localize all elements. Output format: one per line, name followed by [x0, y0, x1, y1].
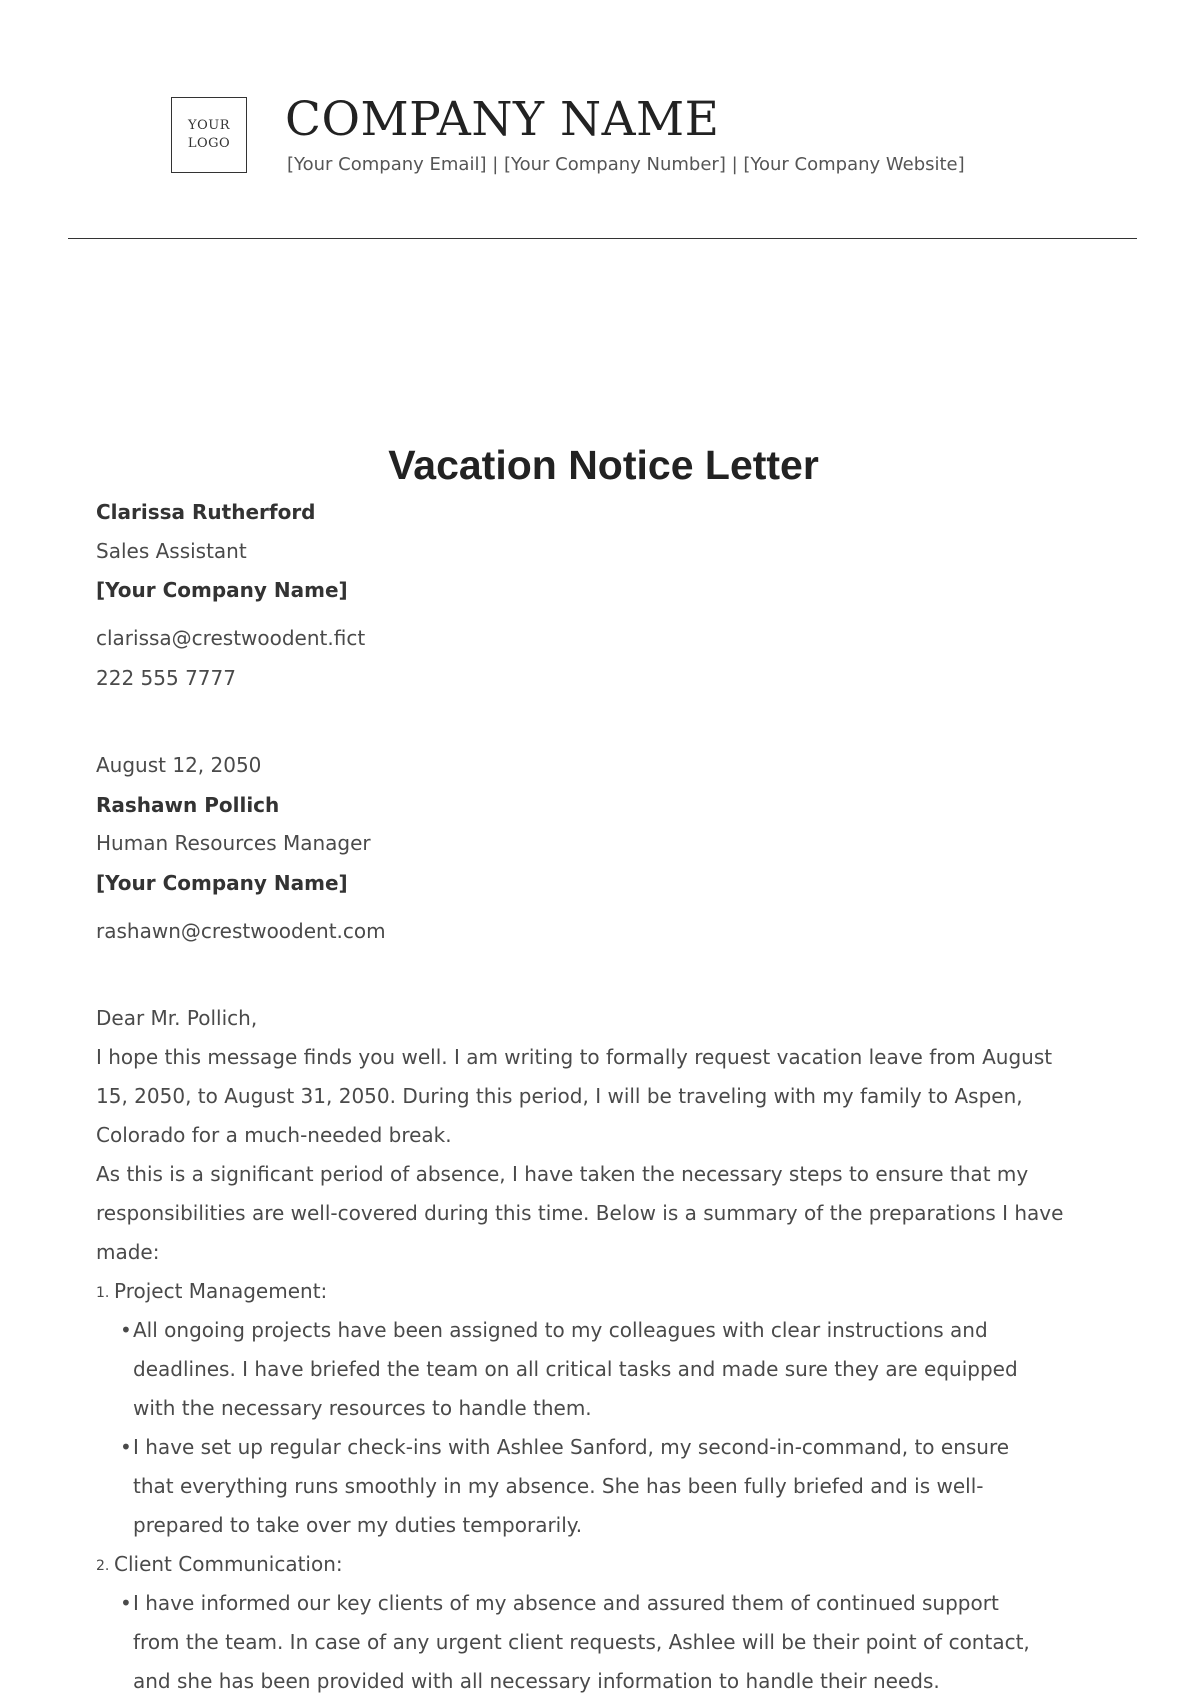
company-name: COMPANY NAME [285, 92, 720, 147]
bullet-marker: • [120, 1318, 132, 1342]
bullet-line: I have informed our key clients of my absence and assured them of continued support [133, 1591, 999, 1615]
header-divider [68, 238, 1137, 239]
bullet-line: All ongoing projects have been assigned to my colleagues with clear instructions and [133, 1318, 988, 1342]
recipient-company: [Your Company Name] [96, 871, 348, 895]
list-number: 1. [96, 1285, 110, 1301]
bullet-marker: • [120, 1591, 132, 1615]
paragraph-line: 15, 2050, to August 31, 2050. During this period, I will be traveling with my family to Aspen, [96, 1084, 1023, 1108]
list-item-label: Project Management: [114, 1279, 328, 1303]
list-number: 2. [96, 1558, 110, 1574]
paragraph-line: Colorado for a much-needed break. [96, 1123, 452, 1147]
bullet-line: deadlines. I have briefed the team on all critical tasks and made sure they are equipped [133, 1357, 1018, 1381]
list-item-label: Client Communication: [114, 1552, 343, 1576]
recipient-name: Rashawn Pollich [96, 793, 280, 817]
salutation: Dear Mr. Pollich, [96, 1006, 258, 1030]
bullet-line: from the team. In case of any urgent client requests, Ashlee will be their point of contact, [133, 1630, 1030, 1654]
logo-text-line1: YOUR [188, 118, 230, 133]
sender-email: clarissa@crestwoodent.fict [96, 626, 366, 650]
sender-company: [Your Company Name] [96, 578, 348, 602]
bullet-line: prepared to take over my duties temporarily. [133, 1513, 583, 1537]
logo-text-line2: LOGO [187, 136, 231, 151]
recipient-position: Human Resources Manager [96, 831, 371, 855]
bullet-line: and she has been provided with all necessary information to handle their needs. [133, 1669, 940, 1693]
bullet-line: that everything runs smoothly in my absence. She has been fully briefed and is well- [133, 1474, 984, 1498]
sender-position: Sales Assistant [96, 539, 247, 563]
sender-phone: 222 555 7777 [96, 666, 236, 690]
bullet-line: I have set up regular check-ins with Ashlee Sanford, my second-in-command, to ensure [133, 1435, 1010, 1459]
company-logo-placeholder [171, 97, 247, 173]
bullet-marker: • [120, 1435, 132, 1459]
company-contact-info: [Your Company Email] | [Your Company Number] | [Your Company Website] [287, 154, 965, 175]
paragraph-line: responsibilities are well-covered during this time. Below is a summary of the preparations I have [96, 1201, 1064, 1225]
bullet-line: with the necessary resources to handle them. [133, 1396, 592, 1420]
paragraph-line: made: [96, 1240, 160, 1264]
sender-name: Clarissa Rutherford [96, 500, 316, 524]
letter-date: August 12, 2050 [96, 753, 262, 777]
paragraph-line: As this is a significant period of absence, I have taken the necessary steps to ensure that my [96, 1162, 1029, 1186]
document-title: Vacation Notice Letter [388, 442, 819, 488]
recipient-email: rashawn@crestwoodent.com [96, 919, 386, 943]
paragraph-line: I hope this message finds you well. I am writing to formally request vacation leave from August [96, 1045, 1053, 1069]
